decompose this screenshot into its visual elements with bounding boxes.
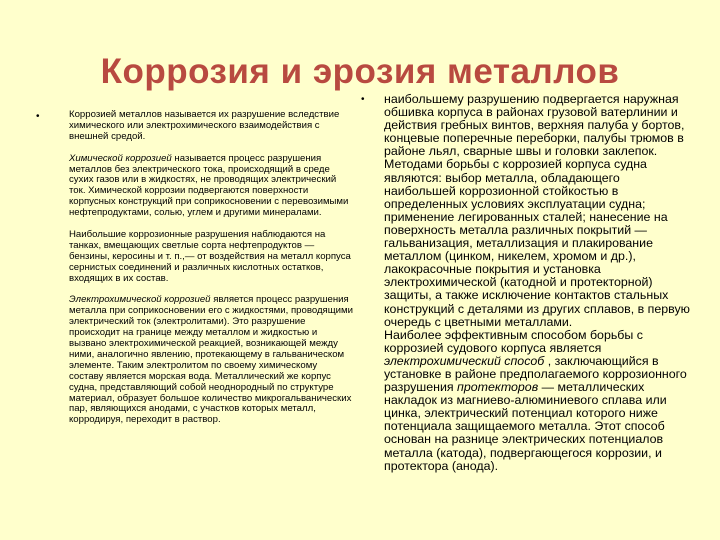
term-electrochemical-corrosion: Электрохимической коррозией — [69, 294, 211, 306]
left-paragraph-2 — [69, 154, 354, 219]
left-column — [69, 110, 354, 437]
left-paragraph-1-text: металлов называется их разрушение вследствие химического или электрохимического взаимодействия с внешней средой. — [69, 109, 340, 142]
right-paragraph-2: Методами борьбы с коррозией корпуса судна являются: выбор металла, обладающего наибольшей коррозионной стойкостью в определенных условиях эксплуатации судна; применение легированных сталей; нанесение на поверхность металла различных покрытий — гальванизация, металлизация и плакирование металлом (цинком, никелем, хромом и др.), лакокрасочные покрытия и установка электрохимической (катодной и протекторной) защиты, а также исключение контактов стальных конструкций с деталями из других сплавов, в первую очередь с цветными металлами. — [384, 157, 690, 329]
slide-title: Коррозия и эрозия металлов — [100, 52, 620, 91]
left-paragraph-1 — [69, 110, 354, 143]
term-chemical-corrosion: Химической коррозией — [69, 152, 172, 164]
right-bullet: • — [361, 94, 365, 105]
right-paragraph-1: наибольшему разрушению подвергается наружная обшивка корпуса в районах грузовой ватерлинии и действия гребных винтов, верхняя палуба у бортов, концевые поперечные переборки, палубы трюмов в районе льял, сварные швы и головки заклепок. — [384, 92, 685, 159]
term-corrosion: Коррозией — [69, 109, 117, 120]
left-paragraph-3: Наибольшие коррозионные разрушения наблюдаются на танках, вмещающих светлые сорта нефтепродуктов — бензины, керосины и т. п.,— от воздействия на металл корпуса сернистых соединений и различных кислотных остатков, входящих в их состав. — [69, 228, 351, 284]
term-electrochemical-method: электрохимический способ — [384, 353, 545, 368]
right-paragraph-3-text-b: , заключающийся в установке в районе предполагаемого коррозионного разрушения — [384, 353, 687, 395]
right-column — [384, 93, 694, 473]
left-paragraph-4-text: является процесс разрушения металла при соприкосновении его с жидкостями, проводящими электрический ток (электролитами). Это разрушение происходит на границе между металлом и жидкостью и вызвано электрохимической реакцией, возникающей между ними, аналогично явлению, протекающему в гальваническом элементе. Таким электролитом по своему химическому составу является морская вода. Металлический же корпус судна, представляющий собой неоднородный по структуре материал, образует большое количество микрогальванических пар, являющихся анодами, с участков которых металл, корродируя, переходит в раствор. — [69, 294, 353, 426]
right-paragraph-3-text-a: Наиболее эффективным способом борьбы с коррозией судового корпуса является — [384, 327, 643, 355]
term-protectors: протекторов — [457, 380, 539, 395]
right-paragraph-3 — [384, 329, 694, 473]
left-paragraph-2-text: называется процесс разрушения металлов без электрического тока, происходящий в среде сухих газов или в жидкостях, не проводящих электрический ток. Химической коррозии подвергаются поверхности корпусных конструкций при соприкосновении с перевозимыми нефтепродуктами, солью, углем и другими минералами. — [69, 152, 349, 219]
left-paragraph-4 — [69, 295, 354, 426]
left-bullet: • — [36, 111, 40, 122]
right-paragraph-3-text-c: — металлических накладок из магниево-алюминиевого сплава или цинка, электрический потенциал которого ниже потенциала защищаемого металла. Этот способ основан на разнице электрических потенциалов металла (катода), подвергающегося коррозии, и протектора (анода). — [384, 380, 667, 473]
